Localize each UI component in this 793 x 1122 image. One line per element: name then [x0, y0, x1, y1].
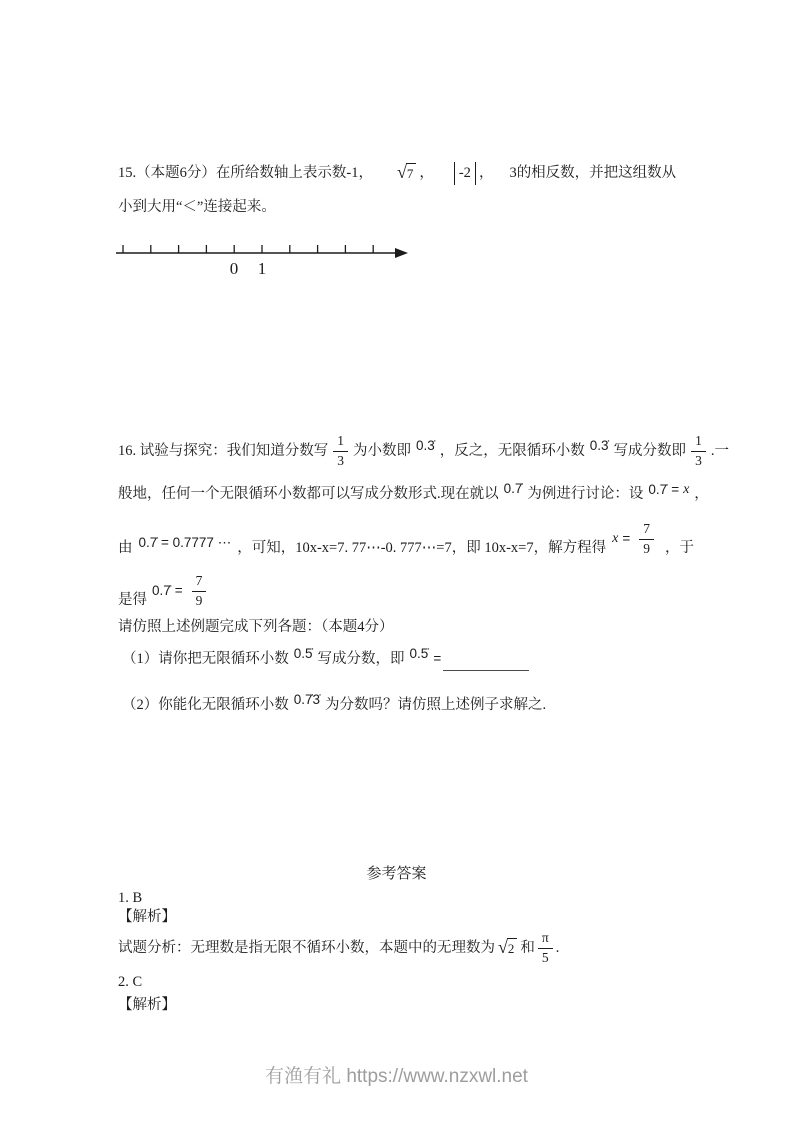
- repeating-decimal-0-5: 0.5̇: [409, 645, 429, 661]
- q16-l3-text-b: ，可知，10x-x=7. 77⋯-0. 777⋯=7，即 10x-x=7，解方程得: [237, 539, 607, 556]
- analysis-text-c: .: [555, 939, 560, 956]
- q16-i1-text-a: （1）请你把无限循环小数: [122, 650, 289, 667]
- q16-l3-text-c: ，于: [664, 539, 694, 556]
- equals-sign: =: [671, 481, 680, 497]
- analysis-text-a: 试题分析：无理数是指无限不循环小数，本题中的无理数为: [118, 939, 495, 956]
- sqrt-2-expression: [498, 938, 517, 958]
- q16-line1: [118, 427, 729, 475]
- fraction-numerator: 7: [192, 573, 207, 592]
- fraction-numerator: π: [538, 930, 553, 949]
- fraction-denominator: 3: [337, 452, 344, 468]
- repeating-decimal-0-3: 0.3̇: [416, 437, 435, 453]
- equation-0-7-equals-x: [648, 480, 689, 500]
- fraction-numerator: 1: [691, 433, 706, 452]
- q16-line2: [118, 481, 709, 507]
- q16-l1-text-e: .一: [710, 442, 729, 459]
- answer-1-analysis-label: 【解析】: [118, 909, 176, 925]
- fraction-denominator: 9: [195, 592, 203, 608]
- equation-x-equals-seven-ninths: [612, 521, 659, 558]
- fraction-denominator: 5: [541, 949, 549, 965]
- q16-line4-text: 是得: [118, 592, 147, 608]
- fraction-seven-ninths: [192, 573, 207, 610]
- sqrt-7-expression: [397, 163, 416, 183]
- equals-sign: =: [622, 530, 631, 546]
- equals-sign: =: [433, 650, 442, 666]
- q16-l1-text-c: ，反之，无限循环小数: [439, 442, 585, 459]
- q16-instruction: 请仿照上述例题完成下列各题：（本题4分）: [118, 619, 394, 635]
- fraction-one-third: [333, 433, 348, 470]
- q15-text-end: 3的相反数，并把这组数从: [509, 165, 677, 182]
- fraction-numerator: 1: [333, 433, 348, 452]
- repeating-decimal-0-7: 0.7̇: [648, 481, 668, 497]
- page-footer: [0, 1064, 793, 1091]
- answers-title: [0, 864, 793, 885]
- radical-sign: √: [498, 936, 508, 957]
- q15-comma2: ，: [478, 165, 494, 182]
- q15-line1: [118, 162, 676, 185]
- fraction-seven-ninths: [639, 521, 654, 558]
- q16-line3: [118, 520, 694, 568]
- number-line-label-zero: 0: [229, 259, 239, 278]
- answer-1-analysis: [118, 928, 559, 968]
- equation-0-7-expansion: 0.7̇ = 0.7777 ⋯: [138, 534, 232, 550]
- absolute-value-expression: -2: [454, 162, 476, 185]
- answer-2-analysis-label: 【解析】: [118, 997, 176, 1013]
- equation-0-7-equals-seven-ninths: [152, 572, 211, 610]
- footer-watermark: 有渔有礼 https://www.nzxwl.net: [265, 1066, 528, 1087]
- q16-l1-text-d: 写成分数即: [613, 442, 687, 459]
- q16-item2: [122, 690, 546, 720]
- q16-l1-text-a: 16. 试验与探究：我们知道分数写: [118, 442, 329, 459]
- q16-l1-text-b: 为小数即: [353, 442, 411, 459]
- q16-i2-text-a: （2）你能化无限循环小数: [122, 696, 289, 713]
- radicand: 7: [406, 163, 417, 183]
- radical-sign: √: [396, 162, 407, 183]
- q16-l3-text-a: 由: [118, 539, 133, 556]
- repeating-decimal-0-7: 0.7̇: [503, 480, 523, 496]
- q15-comma1: ，: [419, 165, 434, 182]
- number-line-ticks: [123, 245, 373, 253]
- radicand: 2: [507, 938, 518, 958]
- answers-title-text: 参考答案: [366, 866, 427, 882]
- q16-l2-comma: ，: [694, 485, 709, 502]
- q16-l2-text-b: 为例进行讨论：设: [527, 485, 644, 502]
- analysis-text-b: 和: [520, 939, 535, 956]
- fraction-one-third: [691, 433, 706, 470]
- q16-item1: [122, 644, 529, 674]
- q15-line2: 小到大用“＜”连接起来。: [118, 199, 276, 215]
- arrow-right-icon: [395, 248, 408, 258]
- fraction-numerator: 7: [639, 521, 654, 540]
- q16-i1-text-b: 写成分数，即: [317, 650, 405, 667]
- repeating-decimal-0-73: 0.7̇3̇: [293, 691, 321, 707]
- repeating-decimal-0-7: 0.7̇: [152, 582, 171, 598]
- q15-text-start: 15.（本题6分）在所给数轴上表示数-1，: [118, 165, 373, 182]
- fraction-denominator: 9: [643, 540, 650, 556]
- fraction-pi-fifths: [538, 930, 553, 967]
- variable-x: x: [683, 482, 690, 498]
- fraction-denominator: 3: [695, 452, 702, 468]
- answer-2: 2. C: [118, 974, 143, 990]
- equals-sign: =: [174, 582, 183, 598]
- number-line-label-one: 1: [257, 259, 267, 278]
- variable-x: x: [612, 531, 619, 547]
- q16-l2-text-a: 般地，任何一个无限循环小数都可以写成分数形式.现在就以: [118, 485, 499, 502]
- repeating-decimal-0-3: 0.3̇: [589, 437, 609, 453]
- answer-1: 1. B: [118, 890, 143, 906]
- equation-group: [152, 573, 211, 610]
- q16-i2-text-b: 为分数吗？请仿照上述例子求解之.: [325, 696, 547, 713]
- answer-blank: [443, 656, 529, 671]
- repeating-decimal-0-5: 0.5̇: [293, 645, 313, 661]
- number-line: [112, 236, 422, 280]
